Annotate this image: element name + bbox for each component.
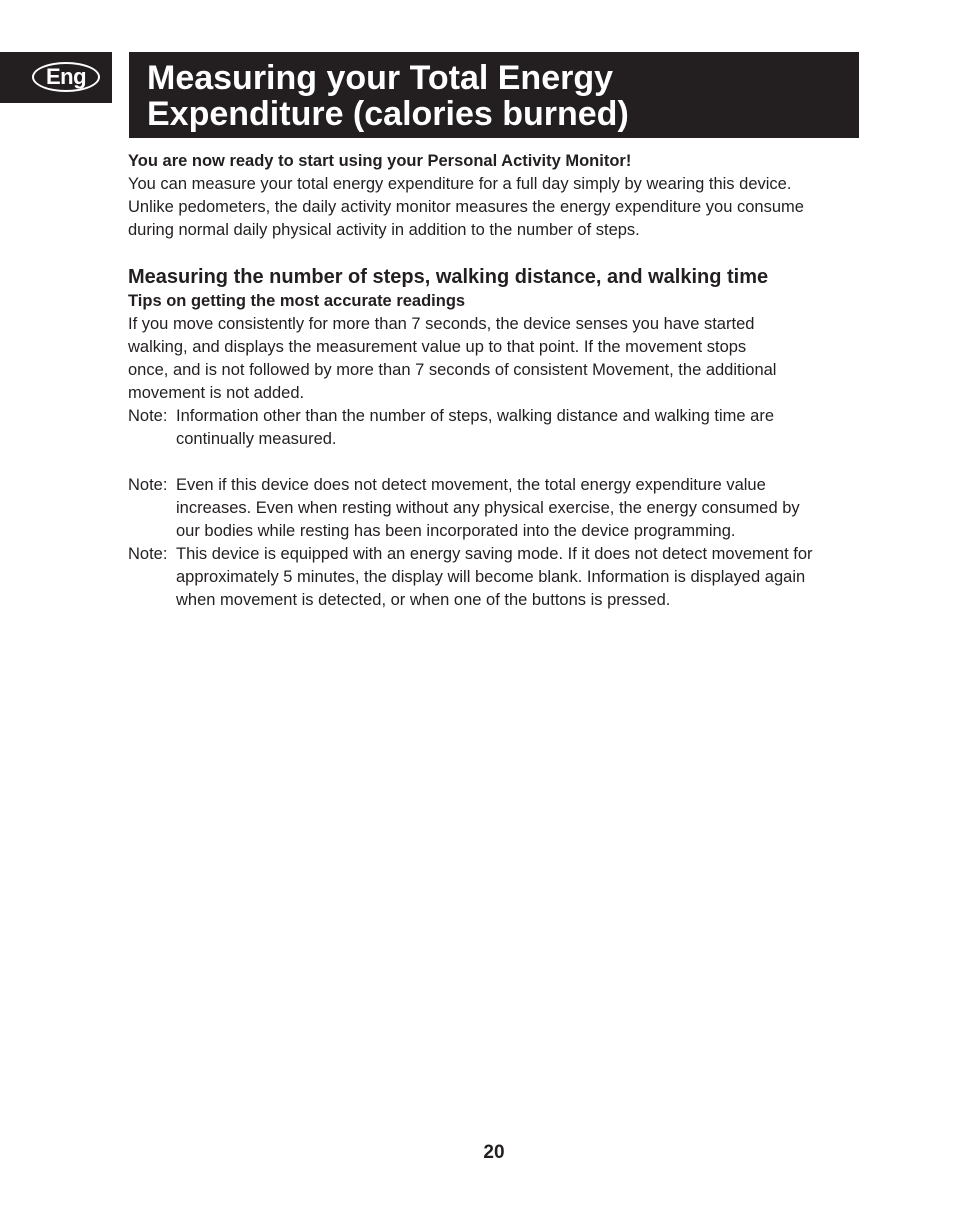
note-label: Note:	[128, 407, 168, 425]
intro-line: You can measure your total energy expenditure for a full day simply by wearing this device.	[128, 175, 792, 193]
page-number: 20	[483, 1142, 505, 1163]
note-line: when movement is detected, or when one of the buttons is pressed.	[176, 591, 671, 609]
note-line: increases. Even when resting without any physical exercise, the energy consumed by	[176, 499, 800, 517]
note-line: continually measured.	[176, 430, 337, 448]
document-body	[128, 150, 864, 612]
language-badge: Eng	[32, 62, 100, 92]
section-line: once, and is not followed by more than 7 seconds of consistent Movement, the additional	[128, 361, 777, 379]
note-item	[128, 474, 864, 543]
note-item	[128, 543, 864, 612]
intro-paragraph	[128, 150, 864, 242]
page-title-line-2: Expenditure (calories burned)	[147, 95, 629, 133]
section-line: movement is not added.	[128, 384, 305, 402]
intro-line: during normal daily physical activity in addition to the number of steps.	[128, 221, 640, 239]
intro-line: Unlike pedometers, the daily activity monitor measures the energy expenditure you consume	[128, 198, 804, 216]
page-title-banner	[129, 52, 859, 138]
note-item	[128, 405, 864, 451]
spacer	[128, 451, 864, 474]
note-line: Information other than the number of steps, walking distance and walking time are	[176, 407, 774, 425]
note-line: approximately 5 minutes, the display will become blank. Information is displayed again	[176, 568, 806, 586]
section-line: If you move consistently for more than 7 seconds, the device senses you have started	[128, 315, 755, 333]
section-heading: Measuring the number of steps, walking distance, and walking time	[128, 266, 769, 288]
section-subheading: Tips on getting the most accurate readings	[128, 292, 466, 310]
language-tab	[0, 52, 112, 103]
note-label: Note:	[128, 545, 168, 563]
section-line: walking, and displays the measurement value up to that point. If the movement stops	[128, 338, 747, 356]
note-line: This device is equipped with an energy saving mode. If it does not detect movement for	[176, 545, 813, 563]
intro-lead: You are now ready to start using your Personal Activity Monitor!	[128, 152, 632, 170]
section-paragraph	[128, 313, 864, 405]
page-title-line-1: Measuring your Total Energy	[147, 59, 614, 97]
note-label: Note:	[128, 476, 168, 494]
note-line: our bodies while resting has been incorporated into the device programming.	[176, 522, 736, 540]
note-line: Even if this device does not detect movement, the total energy expenditure value	[176, 476, 766, 494]
